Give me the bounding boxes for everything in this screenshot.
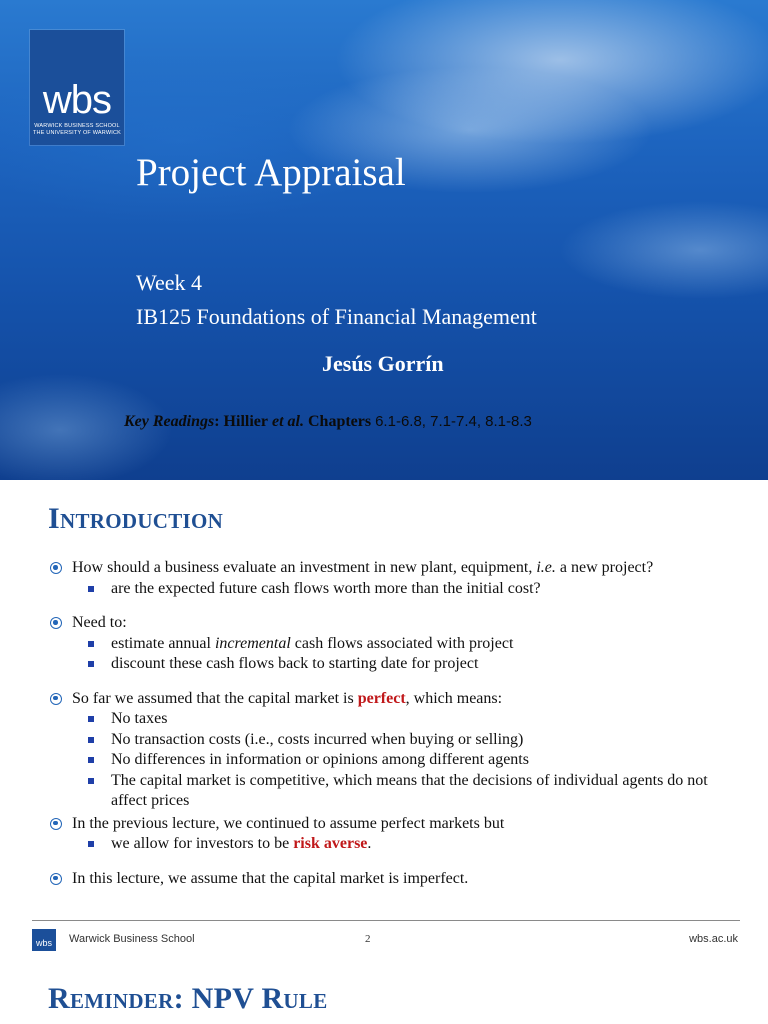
footer-url: wbs.ac.uk	[689, 933, 738, 945]
sub-bullet-highlight: risk averse	[293, 835, 368, 852]
page-number: 2	[365, 933, 371, 945]
sub-bullet-text: discount these cash flows back to starting date for project	[111, 655, 479, 672]
readings-label: Key Readings	[124, 413, 215, 430]
sub-bullet-text: No taxes	[111, 710, 168, 727]
sub-list-item	[72, 834, 728, 855]
title-slide	[0, 0, 768, 480]
square-bullet-icon	[88, 737, 94, 743]
footer-school-name: Warwick Business School	[69, 933, 195, 945]
sub-bullet-emphasis: incremental	[214, 634, 291, 652]
readings-colon: :	[214, 413, 224, 430]
bullet-text: How should a business evaluate an investment in new plant, equipment,	[72, 559, 537, 576]
readings-chapters-word: Chapters	[307, 413, 372, 430]
wbs-logo	[30, 30, 124, 145]
bullet-text: In the previous lecture, we continued to assume perfect markets but	[72, 814, 505, 832]
sub-list-item	[72, 750, 728, 771]
sub-list	[72, 634, 728, 675]
sub-bullet-text: we allow for investors to be	[111, 835, 294, 852]
sub-list-item	[72, 654, 728, 675]
sub-list	[72, 579, 728, 600]
bullet-text: Need to:	[72, 614, 127, 631]
readings-chapters: 6.1-6.8, 7.1-7.4, 8.1-8.3	[375, 413, 532, 430]
bullet-highlight: perfect	[357, 689, 406, 707]
footer-divider	[32, 920, 740, 921]
sub-bullet-text: .	[367, 835, 372, 852]
list-item	[48, 689, 728, 812]
square-bullet-icon	[88, 586, 94, 592]
sub-list-item	[72, 579, 728, 600]
author-name: Jesús Gorrín	[322, 351, 444, 376]
slide-heading: Introduction	[48, 502, 224, 535]
slide-heading: Reminder: NPV Rule	[48, 982, 328, 1015]
sub-list	[72, 709, 728, 812]
bullet-list	[48, 558, 728, 889]
slide-title: Project Appraisal	[136, 151, 406, 194]
logo-mark: wbs	[42, 78, 112, 122]
circle-bullet-icon	[50, 562, 62, 574]
square-bullet-icon	[88, 778, 94, 784]
sub-bullet-text: The capital market is competitive, which means that the decisions of individual agents do not affect prices	[111, 771, 708, 809]
npv-rule-slide	[0, 970, 768, 1024]
readings-etal: et al.	[271, 413, 304, 430]
circle-bullet-icon	[50, 693, 62, 705]
sub-bullet-text: No transaction costs (i.e., costs incurred when buying or selling)	[111, 730, 524, 748]
sub-list-item	[72, 709, 728, 730]
circle-bullet-icon	[50, 873, 62, 885]
logo-school-name: WARWICK BUSINESS SCHOOL	[34, 123, 120, 129]
readings-author: Hillier	[223, 413, 268, 430]
list-item	[48, 613, 728, 675]
square-bullet-icon	[88, 661, 94, 667]
circle-bullet-icon	[50, 818, 62, 830]
bullet-text: In this lecture, we assume that the capital market is imperfect.	[72, 869, 469, 887]
list-item	[48, 869, 728, 890]
list-item	[48, 558, 728, 599]
key-readings	[124, 411, 532, 433]
square-bullet-icon	[88, 841, 94, 847]
footer-wbs-logo: wbs	[32, 929, 56, 951]
sub-bullet-text: No differences in information or opinions among different agents	[111, 751, 529, 768]
sub-list-item	[72, 730, 728, 751]
list-item	[48, 814, 728, 855]
bullet-text: a new project?	[555, 559, 654, 576]
circle-bullet-icon	[50, 617, 62, 629]
introduction-slide	[0, 480, 768, 970]
square-bullet-icon	[88, 757, 94, 763]
sub-list-item	[72, 634, 728, 655]
course-name: IB125 Foundations of Financial Management	[136, 304, 537, 329]
sub-list-item	[72, 771, 728, 812]
bullet-text-emphasis: i.e.	[536, 559, 556, 576]
sub-bullet-text: estimate annual	[111, 634, 215, 652]
sub-list	[72, 834, 728, 855]
week-label: Week 4	[136, 270, 203, 295]
logo-university-name: THE UNIVERSITY OF WARWICK	[32, 130, 121, 136]
sub-bullet-text: cash flows associated with project	[290, 634, 514, 652]
square-bullet-icon	[88, 641, 94, 647]
bullet-text: So far we assumed that the capital market is	[72, 689, 358, 707]
bullet-text: , which means:	[405, 689, 503, 707]
square-bullet-icon	[88, 716, 94, 722]
sub-bullet-text: are the expected future cash flows worth more than the initial cost?	[111, 579, 541, 597]
